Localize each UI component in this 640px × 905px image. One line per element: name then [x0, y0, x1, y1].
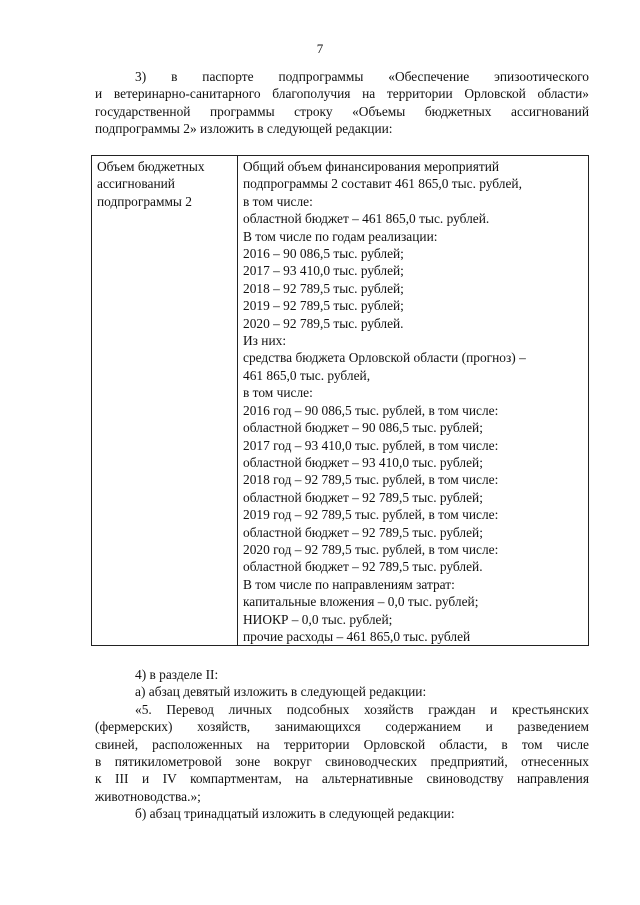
- value-line: областной бюджет – 92 789,5 тыс. рублей.: [243, 559, 483, 575]
- value-line: капитальные вложения – 0,0 тыс. рублей;: [243, 594, 479, 610]
- value-line: областной бюджет – 92 789,5 тыс. рублей;: [243, 524, 483, 540]
- value-line: в том числе:: [243, 385, 313, 401]
- value-line: 2019 год – 92 789,5 тыс. рублей, в том числе:: [243, 507, 499, 523]
- value-line: в том числе:: [243, 193, 313, 209]
- value-line: НИОКР – 0,0 тыс. рублей;: [243, 611, 393, 627]
- value-line: 2018 – 92 789,5 тыс. рублей;: [243, 280, 404, 296]
- value-line: подпрограммы 2 составит 461 865,0 тыс. рублей,: [243, 176, 522, 192]
- amendment-item: а) абзац девятый изложить в следующей редакции:: [135, 684, 427, 700]
- value-line: 2020 год – 92 789,5 тыс. рублей, в том числе:: [243, 541, 499, 557]
- intro-paragraph: [95, 68, 589, 138]
- value-line: В том числе по годам реализации:: [243, 228, 438, 244]
- intro-line: и ветеринарно-санитарного благополучия на территории Орловской области»: [95, 86, 589, 102]
- table-row: [92, 156, 589, 646]
- amendments-text: [95, 666, 589, 823]
- value-line: областной бюджет – 92 789,5 тыс. рублей;: [243, 489, 483, 505]
- quoted-paragraph-line: в пятикилометровой зоне вокруг свиноводческих предприятий, отнесенных: [95, 754, 589, 770]
- value-line: В том числе по направлениям затрат:: [243, 576, 455, 592]
- amendment-item: б) абзац тринадцатый изложить в следующей редакции:: [135, 806, 455, 822]
- value-line: средства бюджета Орловской области (прогноз) –: [243, 350, 526, 366]
- value-line: Общий объем финансирования мероприятий: [243, 159, 500, 174]
- row-label-line: подпрограммы 2: [97, 193, 192, 209]
- value-line: 2018 год – 92 789,5 тыс. рублей, в том числе:: [243, 472, 499, 488]
- row-value-cell: [238, 156, 589, 646]
- value-line: прочие расходы – 461 865,0 тыс. рублей: [243, 628, 471, 644]
- budget-table: [91, 155, 589, 646]
- intro-line: 3) в паспорте подпрограммы «Обеспечение эпизоотического: [135, 69, 589, 84]
- row-label-line: Объем бюджетных: [97, 159, 205, 174]
- value-line: 2020 – 92 789,5 тыс. рублей.: [243, 315, 404, 331]
- row-label-line: ассигнований: [97, 176, 175, 192]
- quoted-paragraph-line: «5. Перевод личных подсобных хозяйств граждан и крестьянских: [135, 701, 589, 717]
- row-label-cell: [92, 156, 238, 646]
- value-line: 461 865,0 тыс. рублей,: [243, 367, 371, 383]
- intro-line: подпрограммы 2» изложить в следующей редакции:: [95, 121, 393, 137]
- value-line: 2016 – 90 086,5 тыс. рублей;: [243, 246, 404, 262]
- quoted-paragraph-line: (фермерских) хозяйств, занимающихся содержанием и разведением: [95, 719, 589, 735]
- value-line: Из них:: [243, 333, 287, 349]
- quoted-paragraph-line: животноводства.»;: [95, 788, 201, 804]
- quoted-paragraph-line: свиней, расположенных на территории Орловской области, в том числе: [95, 736, 589, 752]
- value-line: 2017 – 93 410,0 тыс. рублей;: [243, 263, 404, 279]
- intro-line: государственной программы строку «Объемы бюджетных ассигнований: [95, 103, 589, 119]
- quoted-paragraph-line: к III и IV компартментам, на альтернативные свиноводству направления: [95, 771, 589, 787]
- value-line: 2019 – 92 789,5 тыс. рублей;: [243, 298, 404, 314]
- value-line: областной бюджет – 93 410,0 тыс. рублей;: [243, 454, 483, 470]
- value-line: 2017 год – 93 410,0 тыс. рублей, в том числе:: [243, 437, 499, 453]
- value-line: областной бюджет – 461 865,0 тыс. рублей.: [243, 211, 490, 227]
- page-number: 7: [316, 41, 324, 56]
- value-line: 2016 год – 90 086,5 тыс. рублей, в том числе:: [243, 402, 499, 418]
- amendment-item: 4) в разделе II:: [135, 667, 219, 682]
- value-line: областной бюджет – 90 086,5 тыс. рублей;: [243, 420, 483, 436]
